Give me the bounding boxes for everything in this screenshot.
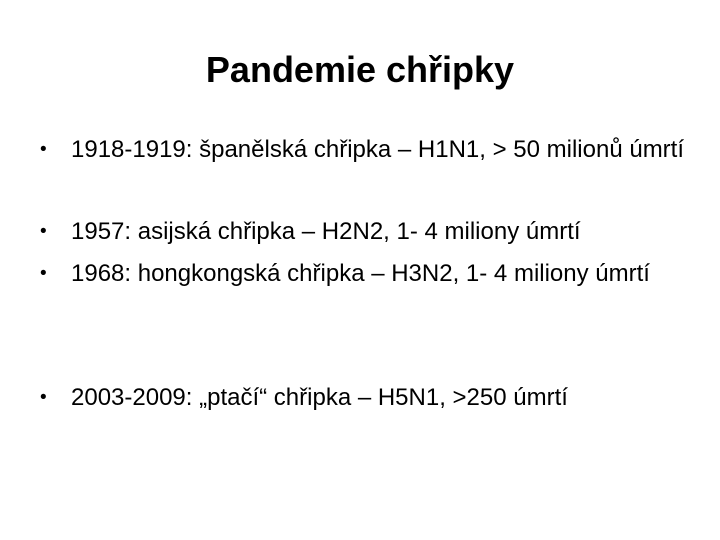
list-item bbox=[40, 216, 690, 248]
bullet-icon: • bbox=[40, 139, 47, 160]
list-item bbox=[40, 258, 690, 290]
bullet-text: 1957: asijská chřipka – H2N2, 1- 4 miliony úmrtí bbox=[71, 218, 581, 245]
bullet-icon: • bbox=[40, 221, 47, 242]
bullet-icon: • bbox=[40, 263, 47, 284]
slide-title: Pandemie chřipky bbox=[205, 49, 515, 90]
bullet-text: 1918-1919: španělská chřipka – H1N1, > 50 milionů úmrtí bbox=[71, 136, 685, 163]
list-item bbox=[40, 382, 690, 414]
list-item bbox=[40, 134, 690, 166]
bullet-icon: • bbox=[40, 387, 47, 408]
bullet-text: 2003-2009: „ptačí“ chřipka – H5N1, >250 úmrtí bbox=[71, 384, 568, 411]
bullet-text: 1968: hongkongská chřipka – H3N2, 1- 4 miliony úmrtí bbox=[71, 260, 650, 287]
